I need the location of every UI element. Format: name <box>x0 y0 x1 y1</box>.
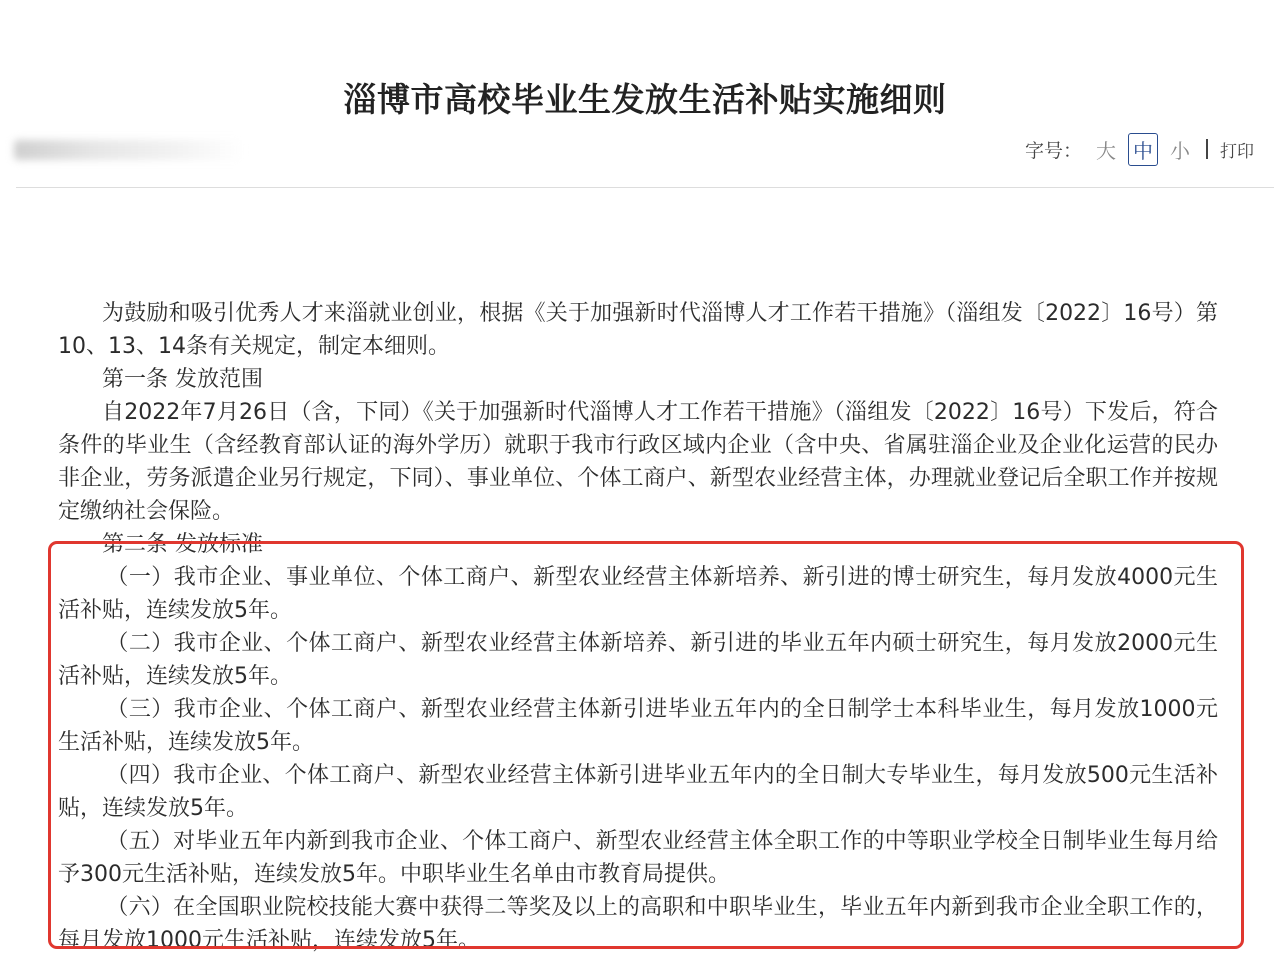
article-body <box>58 297 1218 957</box>
source-info-blurred <box>14 140 244 160</box>
standard-item: （二）我市企业、个体工商户、新型农业经营主体新培养、新引进的毕业五年内硕士研究生，每月发放2000元生活补贴，连续发放5年。 <box>58 631 1218 689</box>
article1-body: 自2022年7月26日（含，下同）《关于加强新时代淄博人才工作若干措施》（淄组发〔2022〕16号）下发后，符合条件的毕业生（含经教育部认证的海外学历）就职于我市行政区域内企业（含中央、省属驻淄企业及企业化运营的民办非企业，劳务派遣企业另行规定，下同）、事业单位、个体工商户、新型农业经营主体，办理就业登记后全职工作并按规定缴纳社会保险。 <box>58 400 1218 524</box>
print-button[interactable]: 打印 <box>1220 141 1254 162</box>
font-size-large-button[interactable]: 大 <box>1096 138 1116 163</box>
font-size-medium-button[interactable]: 中 <box>1128 133 1158 166</box>
standard-item: （五）对毕业五年内新到我市企业、个体工商户、新型农业经营主体全职工作的中等职业学校全日制毕业生每月给予300元生活补贴，连续发放5年。中职毕业生名单由市教育局提供。 <box>58 829 1218 887</box>
standard-item: （六）在全国职业院校技能大赛中获得二等奖及以上的高职和中职毕业生，毕业五年内新到我市企业全职工作的，每月发放1000元生活补贴，连续发放5年。 <box>58 895 1218 953</box>
standard-item: （一）我市企业、事业单位、个体工商户、新型农业经营主体新培养、新引进的博士研究生，每月发放4000元生活补贴，连续发放5年。 <box>58 565 1218 623</box>
standard-item: （四）我市企业、个体工商户、新型农业经营主体新引进毕业五年内的全日制大专毕业生，每月发放500元生活补贴，连续发放5年。 <box>58 763 1218 821</box>
font-size-label: 字号： <box>1024 139 1082 162</box>
article1-heading: 第一条 发放范围 <box>102 367 263 392</box>
page-title: 淄博市高校毕业生发放生活补贴实施细则 <box>343 80 947 120</box>
standard-item: （三）我市企业、个体工商户、新型农业经营主体新引进毕业五年内的全日制学士本科毕业生，每月发放1000元生活补贴，连续发放5年。 <box>58 697 1218 755</box>
header-divider <box>16 187 1274 188</box>
article2-heading: 第二条 发放标准 <box>102 532 263 557</box>
intro-paragraph: 为鼓励和吸引优秀人才来淄就业创业，根据《关于加强新时代淄博人才工作若干措施》（淄组发〔2022〕16号）第10、13、14条有关规定，制定本细则。 <box>58 301 1218 359</box>
font-size-toolbar <box>1025 133 1254 165</box>
toolbar-separator <box>1206 139 1208 159</box>
font-size-small-button[interactable]: 小 <box>1170 138 1190 163</box>
